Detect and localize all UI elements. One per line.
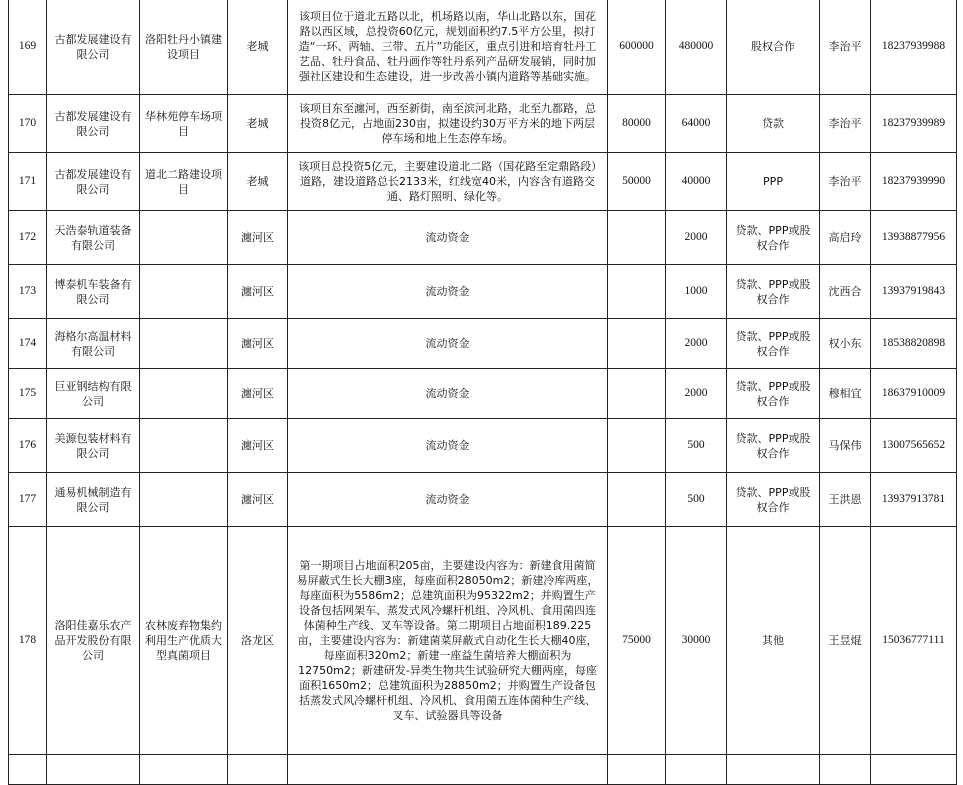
contact-phone-cell: 18237939988: [871, 0, 957, 95]
total-investment-cell: 80000: [608, 95, 666, 153]
company-name-cell: 天浩泰轨道装备有限公司: [47, 211, 140, 265]
contact-person-cell: 高启玲: [820, 211, 871, 265]
company-name-cell: 古都发展建设有限公司: [47, 95, 140, 153]
contact-person-cell: 王洪恩: [820, 473, 871, 527]
table-row: [9, 95, 957, 153]
financing-amount-cell: 480000: [666, 0, 727, 95]
project-description-cell: 流动资金: [288, 473, 608, 527]
total-investment-cell: [608, 369, 666, 419]
table-row: [9, 265, 957, 319]
contact-person-cell: 穆相宜: [820, 369, 871, 419]
district-cell: 瀍河区: [228, 473, 288, 527]
district-cell: 老城: [228, 0, 288, 95]
cooperation-mode-cell: PPP: [727, 153, 820, 211]
cooperation-mode-cell: 贷款、PPP或股权合作: [727, 419, 820, 473]
district-cell: 瀍河区: [228, 419, 288, 473]
project-description-cell: 流动资金: [288, 319, 608, 369]
total-investment-cell: 75000: [608, 527, 666, 755]
company-name-cell: 古都发展建设有限公司: [47, 0, 140, 95]
project-description-cell: 第一期项目占地面积205亩，主要建设内容为：新建食用菌简易屏蔽式生长大棚3座，每座面积28050m2；新建冷库两座，每座面积为5586m2；总建筑面积为95322m2；并购置生产设备包括网架车、蒸发式风冷螺杆机组、冷风机、食用菌四连体菌种生产线、叉车等设备。第二期项目占地面积189.225亩，主要建设内容为：新建菌菜屏蔽式自动化生长大棚40座，每座面积320m2；新建一座益生菌培养大棚面积为12750m2；新建研发-异类生物共生试验研究大棚两座，每座面积1650m2；总建筑面积为28850m2；并购置生产设备包括蒸发式风冷螺杆机组、冷风机、食用菌五连体菌种生产线、叉车、试验器具等设备: [288, 527, 608, 755]
total-investment-cell: 50000: [608, 153, 666, 211]
financing-amount-cell: 500: [666, 473, 727, 527]
contact-phone-cell: 13938877956: [871, 211, 957, 265]
project-description-cell: 该项目东至瀍河，西至新街，南至滨河北路，北至九都路，总投资8亿元，占地面230亩，拟建设约30万平方米的地下两层停车场和地上生态停车场。: [288, 95, 608, 153]
table-row: [9, 473, 957, 527]
row-number-cell: 178: [9, 527, 47, 755]
table-row: [9, 211, 957, 265]
company-name-cell: 巨亚钢结构有限公司: [47, 369, 140, 419]
row-number-cell: 170: [9, 95, 47, 153]
financing-amount-cell: 1000: [666, 265, 727, 319]
project-name-cell: 农林废弃物集约利用生产优质大型真菌项目: [140, 527, 228, 755]
project-name-cell: 华林苑停车场项目: [140, 95, 228, 153]
total-investment-cell: [608, 419, 666, 473]
total-investment-cell: [608, 473, 666, 527]
project-name-cell: [140, 473, 228, 527]
table-row: [9, 419, 957, 473]
financing-amount-cell: 40000: [666, 153, 727, 211]
row-number-cell: 175: [9, 369, 47, 419]
row-number-cell: 173: [9, 265, 47, 319]
project-name-cell: [140, 419, 228, 473]
project-description-cell: 该项目位于道北五路以北，机场路以南，华山北路以东，国花路以西区域，总投资60亿元，规划面积约7.5平方公里，拟打造“一环、两轴、三带、五片”功能区，重点引进和培育牡丹工艺品、牡丹食品、牡丹画作等牡丹系列产品研发展销，同时加强社区建设和生态建设，进一步改善小镇内道路等基础实施。: [288, 0, 608, 95]
contact-person-cell: 李治平: [820, 0, 871, 95]
row-number-cell: 177: [9, 473, 47, 527]
table-row: [9, 153, 957, 211]
project-name-cell: [140, 319, 228, 369]
contact-person-cell: 李治平: [820, 95, 871, 153]
contact-phone-cell: 13937913781: [871, 473, 957, 527]
project-name-cell: [140, 369, 228, 419]
company-name-cell: 古都发展建设有限公司: [47, 153, 140, 211]
table-row: [9, 527, 957, 755]
contact-phone-cell: 18637910009: [871, 369, 957, 419]
financing-amount-cell: 2000: [666, 319, 727, 369]
cooperation-mode-cell: 贷款: [727, 95, 820, 153]
project-description-cell: 流动资金: [288, 211, 608, 265]
total-investment-cell: [608, 265, 666, 319]
district-cell: 老城: [228, 95, 288, 153]
cooperation-mode-cell: 贷款、PPP或股权合作: [727, 319, 820, 369]
company-name-cell: 通易机械制造有限公司: [47, 473, 140, 527]
project-description-cell: 流动资金: [288, 265, 608, 319]
investment-project-table: [8, 0, 957, 785]
financing-amount-cell: 64000: [666, 95, 727, 153]
contact-phone-cell: 15036777111: [871, 527, 957, 755]
financing-amount-cell: 500: [666, 419, 727, 473]
project-description-cell: 流动资金: [288, 419, 608, 473]
company-name-cell: 海格尔高温材料有限公司: [47, 319, 140, 369]
cooperation-mode-cell: 贷款、PPP或股权合作: [727, 211, 820, 265]
table-row: [9, 369, 957, 419]
contact-person-cell: 权小东: [820, 319, 871, 369]
total-investment-cell: [608, 319, 666, 369]
total-investment-cell: [608, 211, 666, 265]
contact-person-cell: 王昱焜: [820, 527, 871, 755]
contact-person-cell: 沈西合: [820, 265, 871, 319]
row-number-cell: 176: [9, 419, 47, 473]
row-number-cell: 174: [9, 319, 47, 369]
district-cell: 瀍河区: [228, 369, 288, 419]
project-name-cell: 洛阳牡丹小镇建设项目: [140, 0, 228, 95]
company-name-cell: 洛阳佳嘉乐农产品开发股份有限公司: [47, 527, 140, 755]
table-row: [9, 319, 957, 369]
project-description-cell: 流动资金: [288, 369, 608, 419]
cooperation-mode-cell: 股权合作: [727, 0, 820, 95]
company-name-cell: 美源包装材料有限公司: [47, 419, 140, 473]
district-cell: 洛龙区: [228, 527, 288, 755]
contact-phone-cell: 18237939989: [871, 95, 957, 153]
project-name-cell: [140, 211, 228, 265]
project-name-cell: 道北二路建设项目: [140, 153, 228, 211]
row-number-cell: 171: [9, 153, 47, 211]
project-description-cell: 该项目总投资5亿元，主要建设道北二路（国花路至定鼎路段）道路，建设道路总长2133米，红线宽40米，内容含有道路交通、路灯照明、绿化等。: [288, 153, 608, 211]
district-cell: 瀍河区: [228, 319, 288, 369]
contact-phone-cell: 18237939990: [871, 153, 957, 211]
contact-person-cell: 马保伟: [820, 419, 871, 473]
financing-amount-cell: 2000: [666, 211, 727, 265]
cooperation-mode-cell: 贷款、PPP或股权合作: [727, 473, 820, 527]
row-number-cell: 169: [9, 0, 47, 95]
cooperation-mode-cell: 贷款、PPP或股权合作: [727, 369, 820, 419]
district-cell: 瀍河区: [228, 265, 288, 319]
district-cell: 瀍河区: [228, 211, 288, 265]
financing-amount-cell: 2000: [666, 369, 727, 419]
project-name-cell: [140, 265, 228, 319]
cooperation-mode-cell: 其他: [727, 527, 820, 755]
contact-phone-cell: 18538820898: [871, 319, 957, 369]
contact-phone-cell: 13007565652: [871, 419, 957, 473]
company-name-cell: 博泰机车装备有限公司: [47, 265, 140, 319]
total-investment-cell: 600000: [608, 0, 666, 95]
table-row: [9, 0, 957, 95]
financing-amount-cell: 30000: [666, 527, 727, 755]
contact-phone-cell: 13937919843: [871, 265, 957, 319]
district-cell: 老城: [228, 153, 288, 211]
contact-person-cell: 李治平: [820, 153, 871, 211]
row-number-cell: 172: [9, 211, 47, 265]
cooperation-mode-cell: 贷款、PPP或股权合作: [727, 265, 820, 319]
